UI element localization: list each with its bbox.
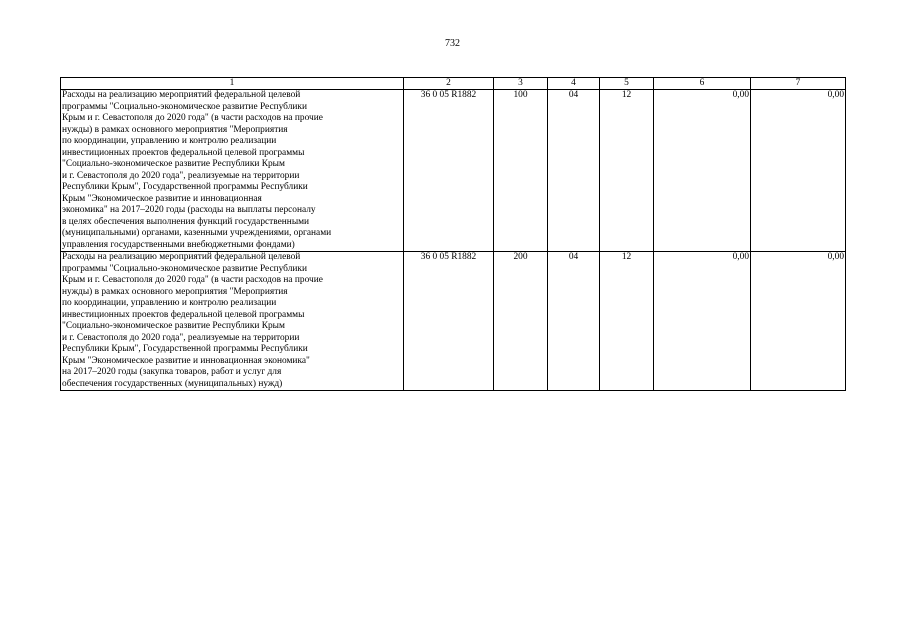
page-number: 732 (445, 38, 460, 49)
budget-table (60, 77, 846, 391)
header-col-4: 4 (548, 78, 600, 90)
row-section: 04 (548, 90, 600, 252)
row-amount-col-6: 0,00 (654, 90, 751, 252)
row-section: 04 (548, 252, 600, 391)
header-col-6: 6 (654, 78, 751, 90)
header-col-1: 1 (61, 78, 404, 90)
row-expense-type: 200 (494, 252, 548, 391)
table-header (61, 78, 846, 90)
row-amount-col-7: 0,00 (751, 90, 846, 252)
row-amount-col-7: 0,00 (751, 252, 846, 391)
row-amount-col-6: 0,00 (654, 252, 751, 391)
table-row (61, 90, 846, 252)
row-subsection: 12 (600, 252, 654, 391)
row-expense-type: 100 (494, 90, 548, 252)
row-target-code: 36 0 05 R1882 (404, 90, 494, 252)
header-col-5: 5 (600, 78, 654, 90)
row-target-code: 36 0 05 R1882 (404, 252, 494, 391)
table-row (61, 252, 846, 391)
row-description: Расходы на реализацию мероприятий федеральной целевой программы "Социально-экономическое развитие Республики Крым и г. Севастополя до 2020 года" (в части расходов на прочие нужды) в рамках основного мероприятия "Мероприятия по координации, управлению и контролю реализации инвестиционных проектов федеральной целевой программы "Социально-экономическое развитие Республики Крым и г. Севастополя до 2020 года", реализуемые на территории Республики Крым", Государственной программы Республики Крым "Экономическое развитие и инновационная экономика" на 2017–2020 годы (расходы на выплаты персоналу в целях обеспечения выполнения функций государственными (муниципальными) органами, казенными учреждениями, органами управления государственными внебюджетными фондами) (61, 90, 404, 252)
header-col-7: 7 (751, 78, 846, 90)
row-description: Расходы на реализацию мероприятий федеральной целевой программы "Социально-экономическое развитие Республики Крым и г. Севастополя до 2020 года" (в части расходов на прочие нужды) в рамках основного мероприятия "Мероприятия по координации, управлению и контролю реализации инвестиционных проектов федеральной целевой программы "Социально-экономическое развитие Республики Крым и г. Севастополя до 2020 года", реализуемые на территории Республики Крым", Государственной программы Республики Крым "Экономическое развитие и инновационная экономика" на 2017–2020 годы (закупка товаров, работ и услуг для обеспечения государственных (муниципальных) нужд) (61, 252, 404, 391)
header-col-3: 3 (494, 78, 548, 90)
header-col-2: 2 (404, 78, 494, 90)
header-row (61, 78, 846, 90)
table-body (61, 90, 846, 391)
row-subsection: 12 (600, 90, 654, 252)
